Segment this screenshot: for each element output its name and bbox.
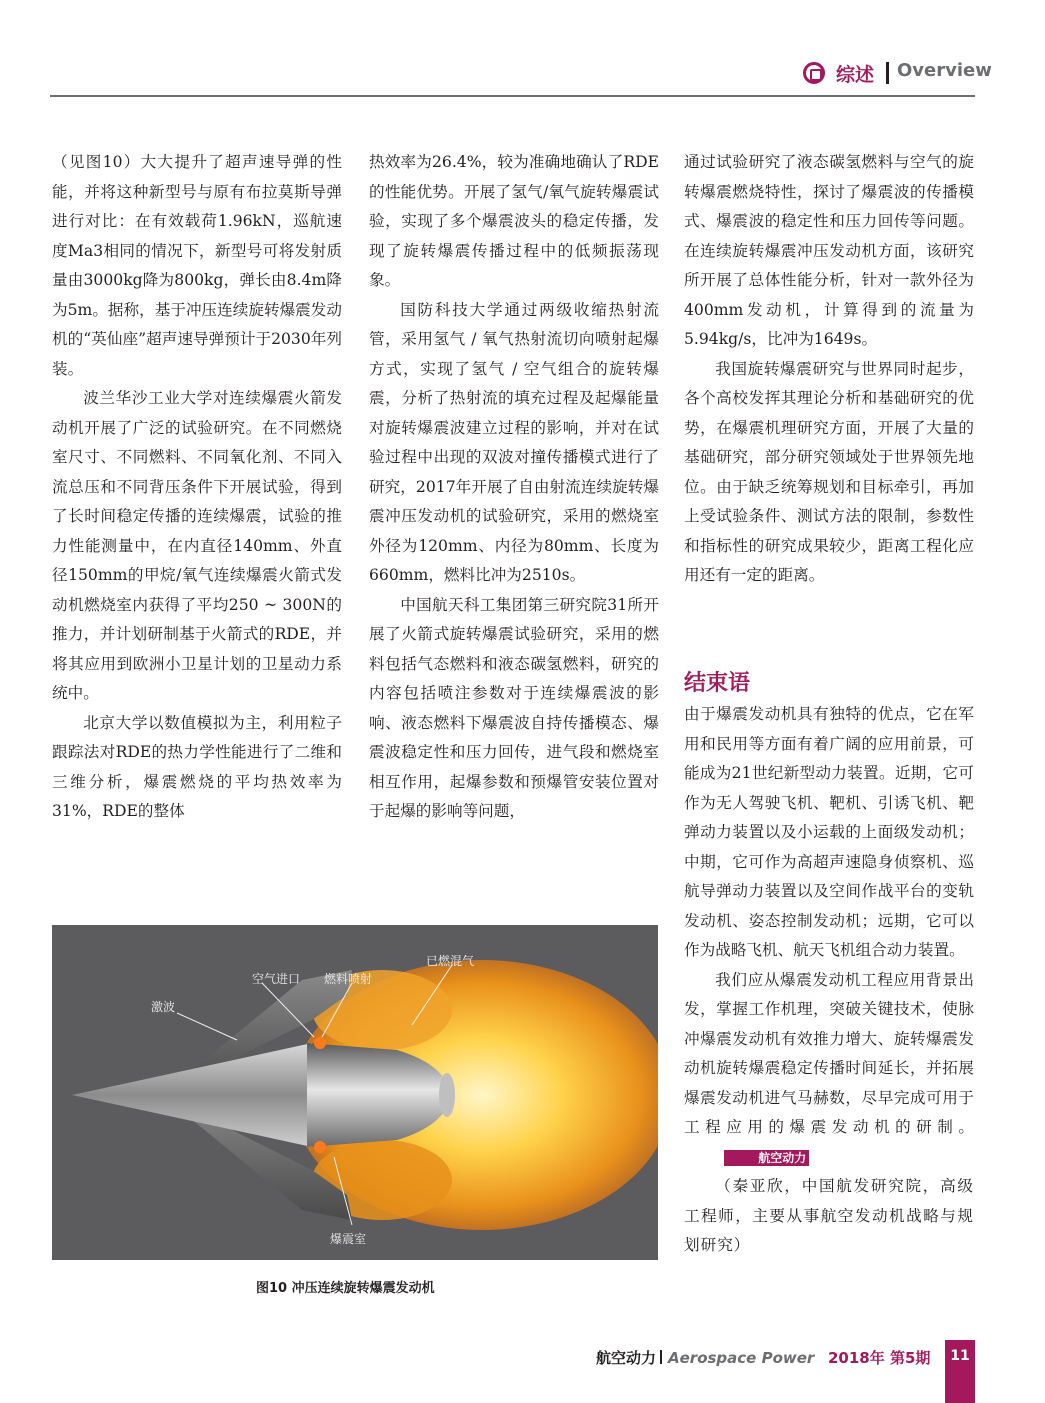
- page-number-tab: [945, 1340, 975, 1403]
- journal-name-en: Aerospace Power: [668, 1349, 815, 1367]
- engine-illustration: [52, 925, 658, 1260]
- paragraph: 热效率为26.4%，较为准确地确认了RDE的性能优势。开展了氢气/氧气旋转爆震试验，实现了多个爆震波头的稳定传播，发现了旋转爆震传播过程中的低频振荡现象。: [369, 153, 659, 289]
- engine-figure: [52, 925, 658, 1260]
- footer-separator: [660, 1350, 662, 1364]
- label-air-inlet: 空气进口: [252, 972, 301, 986]
- header-divider: [50, 95, 975, 97]
- footer-journal: [596, 1347, 814, 1368]
- paragraph: 国防科技大学通过两级收缩热射流管，采用氢气 / 氧气热射流切向喷射起爆方式，实现了氢气 / 空气组合的旋转爆震，分析了热射流的填充过程及起爆能量对旋转爆震波建立过程的影响，并对在试验过程中出现的双波对撞传播模式进行了研究，2017年开展了自由射流连续旋转爆震冲压发动机的试验研究，采用的燃烧室外径为120mm、内径为80mm、长度为660mm，燃料比冲为2510s。: [369, 300, 659, 584]
- figure-caption: 图10 冲压连续旋转爆震发动机: [256, 1281, 435, 1296]
- label-shock-wave: 激波: [151, 1000, 176, 1014]
- paragraph: 由于爆震发动机具有独特的优点，它在军用和民用等方面有着广阔的应用前景，可能成为21世纪新型动力装置。近期，它可作为无人驾驶飞机、靶机、引诱飞机、靶弹动力装置以及小运载的上面级发动机；中期，它可作为高超声速隐身侦察机、巡航导弹动力装置以及空间作战平台的变轨发动机、姿态控制发动机；远期，它可以作为战略飞机、航天飞机组合动力装置。: [684, 705, 974, 959]
- conclusion-section: [684, 668, 974, 1261]
- author-note: （秦亚欣，中国航发研究院，高级工程师，主要从事航空发动机战略与规划研究）: [684, 1177, 974, 1254]
- paragraph: （见图10）大大提升了超声速导弹的性能，并将这种新型号与原有布拉莫斯导弹进行对比：在有效载荷1.96kN，巡航速度Ma3相同的情况下，新型号可将发射质量由3000kg降为800kg，弹长由8.4m降为5m。据称，基于冲压连续旋转爆震发动机的“英仙座”超声速导弹预计于2030年列装。: [52, 153, 342, 378]
- paragraph-text: 我们应从爆震发动机工程应用背景出发，掌握工作机理，突破关键技术，使脉冲爆震发动机有效推力增大、旋转爆震发动机旋转爆震稳定传播时间延长，并拓展爆震发动机进气马赫数，尽早完成可用于工程应用的爆震发动机的研制。: [684, 970, 974, 1136]
- section-title-cn: 综述: [836, 64, 875, 86]
- paragraph: 通过试验研究了液态碳氢燃料与空气的旋转爆震燃烧特性，探讨了爆震波的传播模式、爆震波的稳定性和压力回传等问题。在连续旋转爆震冲压发动机方面，该研究所开展了总体性能分析，针对一款外径为400mm发动机，计算得到的流量为5.94kg/s，比冲为1649s。: [684, 153, 974, 348]
- text-column-1: [52, 148, 342, 827]
- section-title-en: Overview: [897, 60, 992, 81]
- paragraph: 波兰华沙工业大学对连续爆震火箭发动机开展了广泛的试验研究。在不同燃烧室尺寸、不同燃料、不同氧化剂、不同入流总压和不同背压条件下开展试验，得到了长时间稳定传播的连续爆震，试验的推力性能测量中，在内直径140mm、外直径150mm的甲烷/氧气连续爆震火箭式发动机燃烧室内获得了平均250 ~ 300N的推力，并计划研制基于火箭式的RDE，并将其应用到欧洲小卫星计划的卫星动力系统中。: [52, 389, 342, 702]
- paragraph: 中国航天科工集团第三研究院31所开展了火箭式旋转爆震试验研究，采用的燃料包括气态燃料和液态碳氢燃料，研究的内容包括喷注参数对于连续爆震波的影响、液态燃料下爆震波自持传播模态、爆震波稳定性和压力回传，进气段和燃烧室相互作用，起爆参数和预爆管安装位置对于起爆的影响等问题，: [369, 595, 659, 820]
- label-fuel-injection: 燃料喷射: [324, 972, 373, 986]
- section-heading: 结束语: [684, 671, 751, 696]
- page-footer: [0, 1340, 1045, 1403]
- fuel-injection-point: [314, 1037, 326, 1049]
- fuel-injection-point: [314, 1141, 326, 1153]
- text-column-3: [684, 148, 974, 591]
- end-mark-badge: 航空动力: [724, 1150, 809, 1166]
- paragraph: 北京大学以数值模拟为主，利用粒子跟踪法对RDE的热力学性能进行了二维和三维分析，爆震燃烧的平均热效率为31%，RDE的整体: [52, 713, 342, 820]
- issue-info: 2018年 第5期: [828, 1349, 931, 1367]
- page-header: [0, 0, 1045, 100]
- section-separator: [886, 62, 889, 84]
- journal-logo-icon: [803, 62, 825, 84]
- page-number: 11: [950, 1348, 970, 1364]
- paragraph: [684, 966, 974, 1173]
- label-burned-gas: 已燃混气: [426, 954, 475, 968]
- journal-name-cn: 航空动力: [596, 1349, 657, 1367]
- nozzle-tip: [439, 1073, 455, 1117]
- label-detonation-chamber: 爆震室: [330, 1232, 367, 1246]
- text-column-2: [369, 148, 659, 827]
- paragraph: 我国旋转爆震研究与世界同时起步，各个高校发挥其理论分析和基础研究的优势，在爆震机理研究方面，开展了大量的基础研究，部分研究领域处于世界领先地位。由于缺乏统筹规划和目标牵引，再加上受试验条件、测试方法的限制，参数性和指标性的研究成果较少，距离工程化应用还有一定的距离。: [684, 359, 974, 584]
